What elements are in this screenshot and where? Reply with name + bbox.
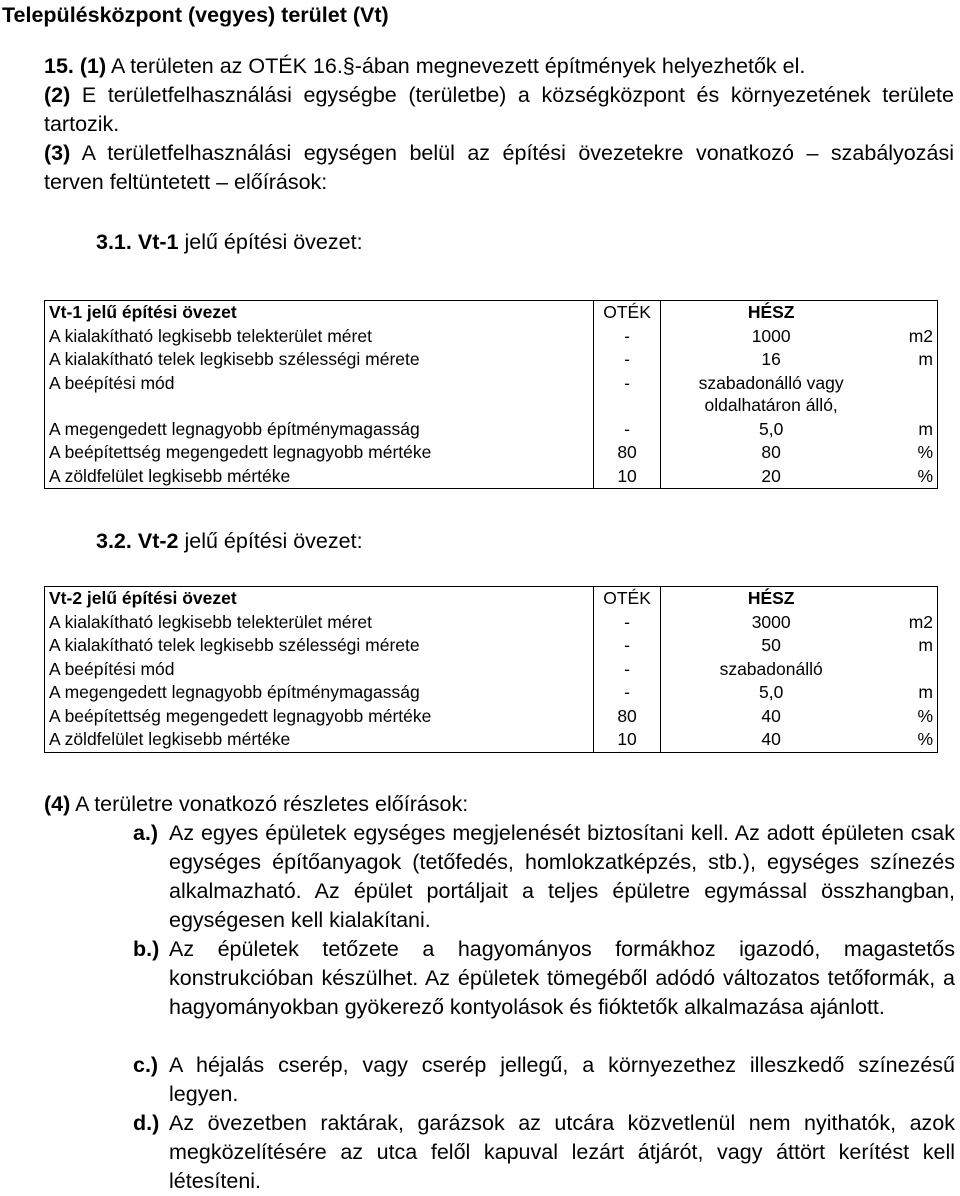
header-unit: [881, 587, 937, 611]
row-unit: %: [881, 728, 937, 752]
row-otek: -: [594, 681, 661, 705]
row-label: A megengedett legnagyobb építménymagasság: [45, 418, 594, 442]
table-row: [45, 418, 938, 442]
header-unit: [881, 301, 937, 325]
subsection-heading-3-2: [96, 528, 363, 554]
section-label: (3): [44, 141, 71, 165]
row-unit: m: [881, 348, 937, 372]
row-otek: 80: [594, 441, 661, 465]
row-hesz: 50: [761, 635, 781, 655]
row-unit: %: [881, 441, 937, 465]
section-text: A területre vonatkozó részletes előírások:: [70, 792, 469, 816]
row-label: A kialakítható telek legkisebb szélességi mérete: [45, 634, 594, 658]
list-item-text: Az övezetben raktárak, garázsok az utcára közvetlenül nem nyithatók, azok megközelítésére az utca felől kapuval lezárt átjárót, vagy áttört kerítést kell létesíteni.: [169, 1111, 955, 1193]
section-label: (2): [44, 83, 71, 107]
table-row: [45, 465, 938, 489]
row-otek: 80: [594, 705, 661, 729]
paragraph-15-1: [44, 52, 954, 81]
list-item-text: Az épületek tetőzete a hagyományos formákhoz igazodó, magastetős konstrukcióban készülhet. Az épületek tömegéből adódó változatos tetőformák, a hagyományokban gyökerező kontyolások és fióktetők alkalmazása ajánlott.: [169, 937, 955, 1019]
row-label: A megengedett legnagyobb építménymagasság: [45, 681, 594, 705]
row-label: A zöldfelület legkisebb mértéke: [45, 465, 594, 489]
row-otek: -: [594, 611, 661, 635]
row-label: A beépítettség megengedett legnagyobb mértéke: [45, 441, 594, 465]
subsection-number: 3.2.: [96, 529, 132, 553]
subsection-title: jelű építési övezet:: [178, 230, 363, 254]
row-label: A kialakítható legkisebb telekterület méret: [45, 325, 594, 349]
list-item: [133, 935, 955, 1022]
row-hesz: 3000: [751, 611, 791, 632]
row-unit: [881, 658, 937, 682]
table-row: [45, 728, 938, 752]
table-row: [45, 634, 938, 658]
list-item-label: c.): [133, 1053, 159, 1077]
subsection-title: jelű építési övezet:: [178, 529, 363, 553]
row-otek: -: [594, 348, 661, 372]
header-hesz: HÉSZ: [660, 587, 881, 611]
zone-table-vt2: [44, 586, 938, 753]
row-otek: 10: [594, 465, 661, 489]
paragraph-15-3: [44, 139, 954, 197]
list-item-label: a.): [133, 821, 159, 845]
row-unit: %: [881, 465, 937, 489]
table-row: [45, 441, 938, 465]
table-row: [45, 372, 938, 418]
section-text: A területen az OTÉK 16.§-ában megnevezett építmények helyezhetők el.: [106, 54, 806, 78]
table-header-row: [45, 587, 938, 611]
header-zone-name: Vt-2 jelű építési övezet: [45, 587, 594, 611]
row-hesz: 16: [761, 349, 781, 369]
list-item-text: Az egyes épületek egységes megjelenését biztosítani kell. Az adott épületen csak egységes építőanyagok (tetőfedés, homlokzatképzés, stb.), egységes színezés alkalmazható. Az épület portáljait a teljes épületre egymással összhangban, egységesen kell kialakítani.: [169, 821, 955, 932]
table-row: [45, 611, 938, 635]
row-hesz: 20: [660, 465, 881, 489]
subsection-heading-3-1: [96, 229, 363, 255]
row-unit: %: [881, 705, 937, 729]
row-hesz: 80: [761, 442, 781, 462]
row-hesz: szabadonálló vagy oldalhatáron álló,: [698, 372, 844, 415]
zone-table-vt1: [44, 300, 938, 489]
table-header-row: [45, 301, 938, 325]
header-hesz: HÉSZ: [660, 301, 881, 325]
row-hesz: szabadonálló: [719, 658, 823, 679]
table-row: [45, 348, 938, 372]
page-title: Településközpont (vegyes) terület (Vt): [2, 3, 389, 27]
section-text: A területfelhasználási egységen belül az építési övezetekre vonatkozó – szabályozási terven feltüntetett – előírások:: [44, 141, 954, 194]
header-zone-name: Vt-1 jelű építési övezet: [45, 301, 594, 325]
list-item-label: d.): [133, 1111, 160, 1135]
list-item: [133, 819, 955, 935]
row-unit: m: [881, 418, 937, 442]
list-item-label: b.): [133, 937, 160, 961]
row-label: A beépítettség megengedett legnagyobb mértéke: [45, 705, 594, 729]
row-hesz: 40: [761, 705, 781, 726]
row-label: A kialakítható legkisebb telekterület méret: [45, 611, 594, 635]
subsection-zone-code: Vt-2: [137, 529, 179, 553]
table-row: [45, 325, 938, 349]
list-item: [133, 1051, 955, 1109]
row-hesz: 5,0: [758, 418, 784, 439]
section-text: E területfelhasználási egységbe (területbe) a községközpont és környezetének területe tartozik.: [44, 83, 954, 136]
list-item-text: A héjalás cserép, vagy cserép jellegű, a környezethez illeszkedő színezésű legyen.: [169, 1053, 955, 1106]
paragraph-number: 15.: [44, 54, 74, 78]
row-label: A beépítési mód: [45, 372, 594, 418]
paragraph-15-2: [44, 81, 954, 139]
row-hesz: 1000: [751, 325, 791, 346]
row-unit: m2: [881, 611, 937, 635]
list-item: [133, 1109, 955, 1196]
row-otek: -: [594, 418, 661, 442]
row-hesz: 40: [660, 728, 881, 752]
row-label: A beépítési mód: [45, 658, 594, 682]
row-label: A zöldfelület legkisebb mértéke: [45, 728, 594, 752]
row-unit: m: [881, 634, 937, 658]
table-row: [45, 705, 938, 729]
table-row: [45, 658, 938, 682]
row-hesz: 5,0: [758, 682, 784, 702]
header-otek: OTÉK: [594, 587, 661, 611]
header-otek: OTÉK: [594, 301, 661, 325]
paragraph-15-4: [44, 790, 954, 819]
subsection-zone-code: Vt-1: [137, 230, 179, 254]
table-row: [45, 681, 938, 705]
row-unit: m: [881, 681, 937, 705]
row-otek: -: [594, 658, 661, 682]
section-label: (4): [44, 792, 71, 816]
row-otek: -: [594, 325, 661, 349]
row-unit: m2: [881, 325, 937, 349]
row-otek: 10: [594, 728, 661, 752]
row-otek: -: [594, 634, 661, 658]
subsection-number: 3.1.: [96, 230, 132, 254]
row-otek: -: [594, 372, 661, 418]
row-unit: [881, 372, 937, 418]
section-label: (1): [79, 54, 107, 78]
row-label: A kialakítható telek legkisebb szélességi mérete: [45, 348, 594, 372]
